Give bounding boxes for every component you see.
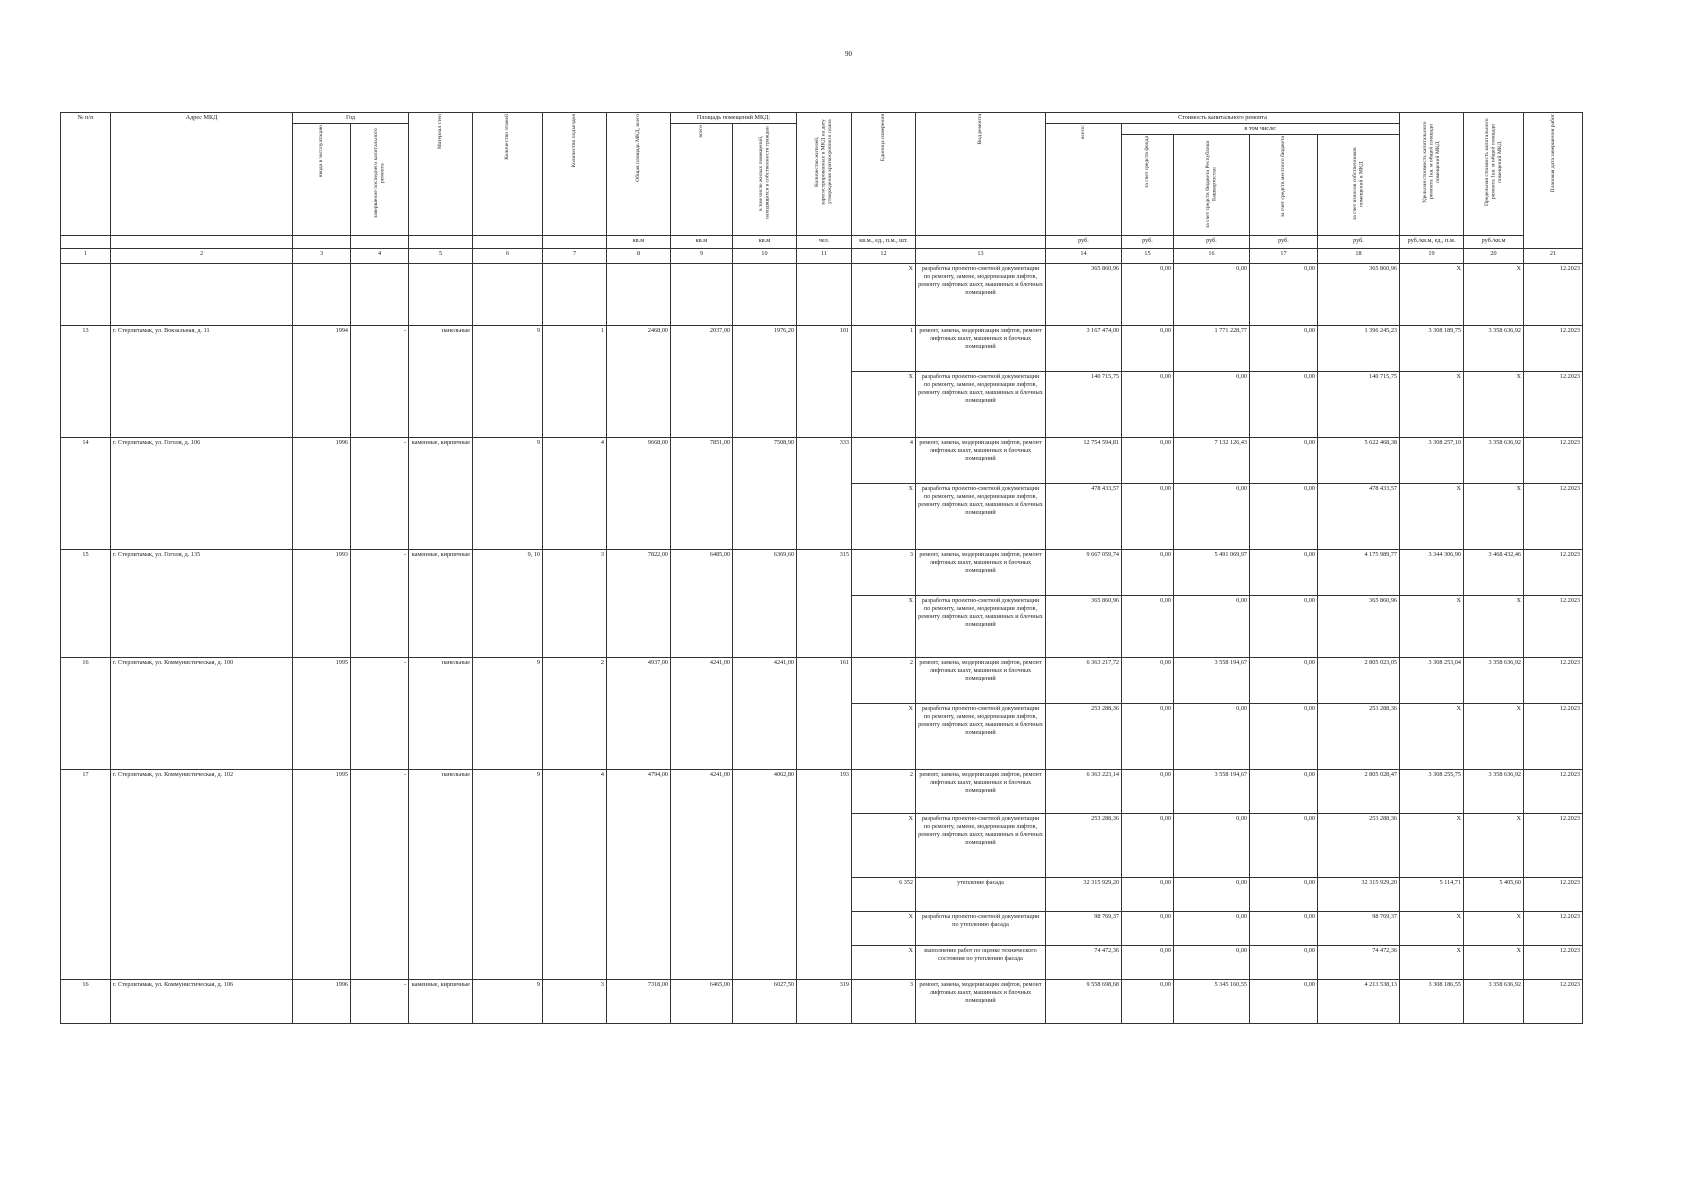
cost-fund-cell: 0,00 (1122, 912, 1174, 946)
cost-total-cell: 253 288,36 (1046, 814, 1122, 878)
row-floors: 9 (473, 326, 543, 438)
header-cost-total: всего: (1046, 123, 1122, 236)
cost-republic-cell: 0,00 (1174, 912, 1250, 946)
table-row (61, 438, 1583, 484)
row-floors: 9 (473, 980, 543, 1024)
row-material: каменные, кирпичные (409, 550, 473, 658)
cost-republic-cell: 5 491 069,97 (1174, 550, 1250, 596)
cost-fund-cell: 0,00 (1122, 326, 1174, 372)
row-last-repair: - (351, 658, 409, 770)
row-num: 14 (61, 438, 111, 550)
row-entrances: 1 (543, 326, 607, 438)
row-premises: 2037,00 (671, 326, 733, 438)
row-last-repair: - (351, 550, 409, 658)
cost-local-cell: 0,00 (1250, 264, 1318, 326)
max-cost-cell: X (1464, 814, 1524, 878)
cost-fund-cell: 0,00 (1122, 878, 1174, 912)
cost-republic-cell: 3 558 194,67 (1174, 770, 1250, 814)
row-material: каменные, кирпичные (409, 980, 473, 1024)
planned-date-cell: 12.2023 (1524, 878, 1583, 912)
unit-cell: X (852, 596, 916, 658)
unit-cell: X (852, 814, 916, 878)
cost-fund-cell: 0,00 (1122, 658, 1174, 704)
row-residential: 4062,80 (733, 770, 797, 980)
cost-total-cell: 74 472,36 (1046, 946, 1122, 980)
column-number: 11 (797, 249, 852, 264)
unit-c17: руб. (1250, 236, 1318, 249)
cost-republic-cell: 0,00 (1174, 814, 1250, 878)
max-cost-cell: X (1464, 946, 1524, 980)
cost-local-cell: 0,00 (1250, 912, 1318, 946)
row-residential: 1976,20 (733, 326, 797, 438)
row-year: 1996 (293, 438, 351, 550)
row-total-area: 9668,00 (607, 438, 671, 550)
cost-local-cell: 0,00 (1250, 438, 1318, 484)
row-entrances: 4 (543, 438, 607, 550)
unit-c9: кв.м (671, 236, 733, 249)
column-number: 4 (351, 249, 409, 264)
cost-fund-cell: 0,00 (1122, 770, 1174, 814)
column-number: 7 (543, 249, 607, 264)
capital-repair-table (60, 112, 1583, 1024)
cost-fund-cell: 0,00 (1122, 814, 1174, 878)
cost-owners-cell: 253 288,36 (1318, 704, 1400, 770)
column-number: 18 (1318, 249, 1400, 264)
cost-local-cell: 0,00 (1250, 372, 1318, 438)
row-residents: 333 (797, 438, 852, 550)
row-residential: 6027,50 (733, 980, 797, 1024)
row-floors: 9 (473, 770, 543, 980)
column-number: 5 (409, 249, 473, 264)
column-number: 20 (1464, 249, 1524, 264)
work-type-cell: выполнение работ по оценке технического состояния по утеплению фасада (916, 946, 1046, 980)
cost-local-cell: 0,00 (1250, 484, 1318, 550)
unit-c14: руб. (1046, 236, 1122, 249)
row-num: 16 (61, 980, 111, 1024)
unit-cost-cell: X (1400, 264, 1464, 326)
row-address: г. Стерлитамак, ул. Вокзальная, д. 11 (111, 326, 293, 438)
unit-cell: 3 (852, 550, 916, 596)
column-number: 14 (1046, 249, 1122, 264)
unit-cell: X (852, 264, 916, 326)
row-total-area: 7318,00 (607, 980, 671, 1024)
row-premises: 4241,00 (671, 770, 733, 980)
row-last-repair: - (351, 326, 409, 438)
work-type-cell: разработка проектно-сметной документации по ремонту, замене, модернизации лифтов, ремонту лифтовых шахт, машинных и блочных помещений (916, 484, 1046, 550)
unit-cost-cell: X (1400, 704, 1464, 770)
work-type-cell: ремонт, замена, модернизация лифтов, ремонт лифтовых шахт, машинных и блочных помещений (916, 658, 1046, 704)
cost-owners-cell: 98 769,37 (1318, 912, 1400, 946)
header-address: Адрес МКД (111, 113, 293, 236)
cost-local-cell: 0,00 (1250, 878, 1318, 912)
header-local: за счет средств местного бюджета (1250, 134, 1318, 236)
planned-date-cell: 12.2023 (1524, 946, 1583, 980)
cost-local-cell: 0,00 (1250, 770, 1318, 814)
column-number: 2 (111, 249, 293, 264)
row-year: 1995 (293, 770, 351, 980)
table-row (61, 980, 1583, 1024)
row-entrances: 3 (543, 980, 607, 1024)
header-work-type: Вид ремонта (916, 113, 1046, 236)
cost-owners-cell: 2 805 028,47 (1318, 770, 1400, 814)
row-total-area: 4937,00 (607, 658, 671, 770)
cost-republic-cell: 0,00 (1174, 596, 1250, 658)
row-year: 1994 (293, 326, 351, 438)
column-number: 12 (852, 249, 916, 264)
row-residents: 193 (797, 770, 852, 980)
header-fund: за счет средств фонда (1122, 134, 1174, 236)
unit-cost-cell: 3 344 306,90 (1400, 550, 1464, 596)
planned-date-cell: 12.2023 (1524, 372, 1583, 438)
cost-local-cell: 0,00 (1250, 658, 1318, 704)
cost-owners-cell: 4 213 538,13 (1318, 980, 1400, 1024)
planned-date-cell: 12.2023 (1524, 658, 1583, 704)
unit-cost-cell: X (1400, 596, 1464, 658)
header-premises-total: всего (671, 123, 733, 236)
header-unit-cost: Удельная стоимость капитального ремонта 1кв. м общей площади помещений МКД (1400, 113, 1464, 236)
unit-c19: руб./кв.м, ед., п.м. (1400, 236, 1464, 249)
unit-cell: 2 (852, 770, 916, 814)
max-cost-cell: X (1464, 372, 1524, 438)
row-floors: 9 (473, 658, 543, 770)
row-premises: 7851,00 (671, 438, 733, 550)
cost-republic-cell: 0,00 (1174, 264, 1250, 326)
cost-local-cell: 0,00 (1250, 946, 1318, 980)
column-number: 8 (607, 249, 671, 264)
unit-cell: X (852, 484, 916, 550)
planned-date-cell: 12.2023 (1524, 596, 1583, 658)
work-type-cell: ремонт, замена, модернизация лифтов, ремонт лифтовых шахт, машинных и блочных помещений (916, 438, 1046, 484)
planned-date-cell: 12.2023 (1524, 980, 1583, 1024)
row-year: 1995 (293, 658, 351, 770)
row-last-repair: - (351, 770, 409, 980)
unit-cell: X (852, 372, 916, 438)
row-residents: 315 (797, 550, 852, 658)
header-owners: за счет взносов собственников помещений в МКД (1318, 134, 1400, 236)
planned-date-cell: 12.2023 (1524, 550, 1583, 596)
row-premises: 6465,00 (671, 980, 733, 1024)
cost-owners-cell: 478 433,57 (1318, 484, 1400, 550)
cost-fund-cell: 0,00 (1122, 704, 1174, 770)
unit-c16: руб. (1174, 236, 1250, 249)
cost-fund-cell: 0,00 (1122, 438, 1174, 484)
unit-cost-cell: X (1400, 484, 1464, 550)
column-number: 13 (916, 249, 1046, 264)
work-type-cell: разработка проектно-сметной документации по утеплению фасада (916, 912, 1046, 946)
table-row (61, 326, 1583, 372)
row-entrances: 4 (543, 770, 607, 980)
cost-local-cell: 0,00 (1250, 326, 1318, 372)
cost-owners-cell: 140 715,75 (1318, 372, 1400, 438)
cost-owners-cell: 5 622 468,38 (1318, 438, 1400, 484)
cost-total-cell: 253 288,36 (1046, 704, 1122, 770)
header-unit: Единица измерения (852, 113, 916, 236)
unit-cost-cell: 3 308 186,55 (1400, 980, 1464, 1024)
cost-republic-cell: 0,00 (1174, 946, 1250, 980)
header-premises-group: Площадь помещений МКД: (671, 113, 797, 124)
cost-total-cell: 140 715,75 (1046, 372, 1122, 438)
column-number: 16 (1174, 249, 1250, 264)
cost-local-cell: 0,00 (1250, 704, 1318, 770)
cost-republic-cell: 0,00 (1174, 484, 1250, 550)
row-material: панельные (409, 326, 473, 438)
cost-owners-cell: 1 396 245,23 (1318, 326, 1400, 372)
row-num: 16 (61, 658, 111, 770)
planned-date-cell: 12.2023 (1524, 326, 1583, 372)
cost-local-cell: 0,00 (1250, 980, 1318, 1024)
max-cost-cell: 3 358 636,92 (1464, 658, 1524, 704)
row-entrances: 2 (543, 658, 607, 770)
work-type-cell: разработка проектно-сметной документации по ремонту, замене, модернизации лифтов, ремонту лифтовых шахт, машинных и блочных помещений (916, 264, 1046, 326)
cost-fund-cell: 0,00 (1122, 596, 1174, 658)
work-type-cell: утепление фасада (916, 878, 1046, 912)
row-total-area: 7822,00 (607, 550, 671, 658)
planned-date-cell: 12.2023 (1524, 264, 1583, 326)
column-number: 21 (1524, 249, 1583, 264)
row-year: 1993 (293, 550, 351, 658)
unit-c12: кв.м., ед., п.м., шт. (852, 236, 916, 249)
header-num: № п/п (61, 113, 111, 236)
row-material: каменные, кирпичные (409, 438, 473, 550)
header-total-area: Общая площадь МКД, всего (607, 113, 671, 236)
row-residential: 6369,60 (733, 550, 797, 658)
max-cost-cell: 3 358 636,92 (1464, 980, 1524, 1024)
cost-owners-cell: 365 860,96 (1318, 264, 1400, 326)
column-number: 10 (733, 249, 797, 264)
cost-republic-cell: 3 558 194,67 (1174, 658, 1250, 704)
unit-c18: руб. (1318, 236, 1400, 249)
header-entrances: Количество подъездов (543, 113, 607, 236)
unit-cell: 4 (852, 438, 916, 484)
cost-fund-cell: 0,00 (1122, 372, 1174, 438)
row-premises: 6485,00 (671, 550, 733, 658)
unit-cell: X (852, 912, 916, 946)
cost-fund-cell: 0,00 (1122, 980, 1174, 1024)
unit-cost-cell: X (1400, 912, 1464, 946)
page-number: 90 (845, 50, 852, 58)
cost-total-cell: 32 315 929,20 (1046, 878, 1122, 912)
planned-date-cell: 12.2023 (1524, 770, 1583, 814)
table-row (61, 658, 1583, 704)
work-type-cell: разработка проектно-сметной документации по ремонту, замене, модернизации лифтов, ремонту лифтовых шахт, машинных и блочных помещений (916, 814, 1046, 878)
max-cost-cell: X (1464, 704, 1524, 770)
row-address: г. Стерлитамак, ул. Коммунистическая, д. 100 (111, 658, 293, 770)
row-address: г. Стерлитамак, ул. Гоголя, д. 135 (111, 550, 293, 658)
cost-total-cell: 12 754 594,81 (1046, 438, 1122, 484)
row-material: панельные (409, 770, 473, 980)
cost-republic-cell: 1 771 228,77 (1174, 326, 1250, 372)
header-max-cost: Предельная стоимость капитального ремонта 1кв. м общей площади помещений МКД (1464, 113, 1524, 236)
max-cost-cell: 3 358 636,92 (1464, 438, 1524, 484)
row-floors: 9 (473, 438, 543, 550)
unit-cost-cell: X (1400, 814, 1464, 878)
row-premises: 4241,00 (671, 658, 733, 770)
column-number: 9 (671, 249, 733, 264)
row-residents: 161 (797, 658, 852, 770)
cost-local-cell: 0,00 (1250, 814, 1318, 878)
unit-c11: чел. (797, 236, 852, 249)
cost-owners-cell: 2 805 023,05 (1318, 658, 1400, 704)
header-cost-group: Стоимость капитального ремонта (1046, 113, 1400, 124)
planned-date-cell: 12.2023 (1524, 704, 1583, 770)
header-republic: за счет средств бюджета Республики Башкортостан (1174, 134, 1250, 236)
planned-date-cell: 12.2023 (1524, 484, 1583, 550)
cost-republic-cell: 5 345 160,55 (1174, 980, 1250, 1024)
unit-cell: 6 352 (852, 878, 916, 912)
unit-cell: 3 (852, 980, 916, 1024)
row-floors: 9, 10 (473, 550, 543, 658)
cost-republic-cell: 7 132 126,43 (1174, 438, 1250, 484)
work-type-cell: ремонт, замена, модернизация лифтов, ремонт лифтовых шахт, машинных и блочных помещений (916, 770, 1046, 814)
unit-c15: руб. (1122, 236, 1174, 249)
column-number: 3 (293, 249, 351, 264)
max-cost-cell: X (1464, 912, 1524, 946)
work-type-cell: разработка проектно-сметной документации по ремонту, замене, модернизации лифтов, ремонту лифтовых шахт, машинных и блочных помещений (916, 596, 1046, 658)
cost-total-cell: 6 363 223,14 (1046, 770, 1122, 814)
planned-date-cell: 12.2023 (1524, 438, 1583, 484)
cost-total-cell: 6 363 217,72 (1046, 658, 1122, 704)
row-total-area: 2468,00 (607, 326, 671, 438)
unit-cell: 2 (852, 658, 916, 704)
row-num: 15 (61, 550, 111, 658)
row-address: г. Стерлитамак, ул. Коммунистическая, д. 106 (111, 980, 293, 1024)
work-type-cell: ремонт, замена, модернизация лифтов, ремонт лифтовых шахт, машинных и блочных помещений (916, 326, 1046, 372)
row-year: 1996 (293, 980, 351, 1024)
cost-total-cell: 9 558 698,68 (1046, 980, 1122, 1024)
unit-cell: 1 (852, 326, 916, 372)
header-year-commission: ввода в эксплуатацию (293, 123, 351, 236)
cost-total-cell: 365 860,96 (1046, 596, 1122, 658)
planned-date-cell: 12.2023 (1524, 814, 1583, 878)
row-material: панельные (409, 658, 473, 770)
row-num: 13 (61, 326, 111, 438)
header-year-last-repair: завершение последнего капитального ремонта (351, 123, 409, 236)
cost-fund-cell: 0,00 (1122, 550, 1174, 596)
header-planned-date: Плановая дата завершения работ (1524, 113, 1583, 249)
cost-owners-cell: 253 288,36 (1318, 814, 1400, 878)
row-last-repair: - (351, 438, 409, 550)
max-cost-cell: 5 405,60 (1464, 878, 1524, 912)
row-address: г. Стерлитамак, ул. Коммунистическая, д. 102 (111, 770, 293, 980)
cost-total-cell: 98 769,37 (1046, 912, 1122, 946)
cost-total-cell: 3 167 474,00 (1046, 326, 1122, 372)
row-entrances: 3 (543, 550, 607, 658)
max-cost-cell: X (1464, 264, 1524, 326)
column-number: 15 (1122, 249, 1174, 264)
cost-owners-cell: 365 860,96 (1318, 596, 1400, 658)
unit-cell: X (852, 946, 916, 980)
table-row (61, 770, 1583, 814)
work-type-cell: разработка проектно-сметной документации по ремонту, замене, модернизации лифтов, ремонту лифтовых шахт, машинных и блочных помещений (916, 372, 1046, 438)
header-year-group: Год (293, 113, 409, 124)
column-numbers-row (61, 249, 1583, 264)
column-number: 1 (61, 249, 111, 264)
header-premises-residential: в том числе жилых помещений, находящихся в собственности граждан (733, 123, 797, 236)
column-number: 17 (1250, 249, 1318, 264)
work-type-cell: ремонт, замена, модернизация лифтов, ремонт лифтовых шахт, машинных и блочных помещений (916, 980, 1046, 1024)
row-residential: 4241,00 (733, 658, 797, 770)
unit-cost-cell: 5 114,71 (1400, 878, 1464, 912)
max-cost-cell: X (1464, 484, 1524, 550)
unit-cost-cell: X (1400, 372, 1464, 438)
cost-fund-cell: 0,00 (1122, 484, 1174, 550)
unit-cost-cell: 3 308 253,04 (1400, 658, 1464, 704)
cost-local-cell: 0,00 (1250, 550, 1318, 596)
cost-republic-cell: 0,00 (1174, 878, 1250, 912)
unit-cost-cell: X (1400, 946, 1464, 980)
header-residents: Количество жителей, зарегистрированных в МКД на дату утверждения краткосрочного плана (797, 113, 852, 236)
cost-republic-cell: 0,00 (1174, 704, 1250, 770)
column-number: 19 (1400, 249, 1464, 264)
row-address: г. Стерлитамак, ул. Гоголя, д. 106 (111, 438, 293, 550)
unit-cost-cell: 3 308 189,75 (1400, 326, 1464, 372)
table-row (61, 550, 1583, 596)
column-number: 6 (473, 249, 543, 264)
header-wall-material: Материал стен (409, 113, 473, 236)
header-incl: в том числе: (1122, 123, 1400, 134)
cost-total-cell: 365 860,96 (1046, 264, 1122, 326)
unit-cost-cell: 3 308 255,75 (1400, 770, 1464, 814)
unit-c10: кв.м (733, 236, 797, 249)
row-residential: 7508,90 (733, 438, 797, 550)
cost-total-cell: 478 433,57 (1046, 484, 1122, 550)
cost-republic-cell: 0,00 (1174, 372, 1250, 438)
cost-owners-cell: 4 175 989,77 (1318, 550, 1400, 596)
max-cost-cell: 3 358 636,92 (1464, 326, 1524, 372)
row-last-repair: - (351, 980, 409, 1024)
unit-cost-cell: 3 308 257,10 (1400, 438, 1464, 484)
work-type-cell: разработка проектно-сметной документации по ремонту, замене, модернизации лифтов, ремонту лифтовых шахт, машинных и блочных помещений (916, 704, 1046, 770)
unit-c8: кв.м (607, 236, 671, 249)
cost-fund-cell: 0,00 (1122, 264, 1174, 326)
unit-c20: руб./кв.м (1464, 236, 1524, 249)
max-cost-cell: X (1464, 596, 1524, 658)
row-residents: 101 (797, 326, 852, 438)
unit-cell: X (852, 704, 916, 770)
cost-local-cell: 0,00 (1250, 596, 1318, 658)
planned-date-cell: 12.2023 (1524, 912, 1583, 946)
cost-owners-cell: 32 315 929,20 (1318, 878, 1400, 912)
row-residents: 319 (797, 980, 852, 1024)
row-num: 17 (61, 770, 111, 980)
cost-fund-cell: 0,00 (1122, 946, 1174, 980)
work-type-cell: ремонт, замена, модернизация лифтов, ремонт лифтовых шахт, машинных и блочных помещений (916, 550, 1046, 596)
cost-owners-cell: 74 472,36 (1318, 946, 1400, 980)
max-cost-cell: 3 358 636,92 (1464, 770, 1524, 814)
row-total-area: 4794,00 (607, 770, 671, 980)
cost-total-cell: 9 667 059,74 (1046, 550, 1122, 596)
max-cost-cell: 3 468 432,46 (1464, 550, 1524, 596)
header-floors: Количество этажей (473, 113, 543, 236)
